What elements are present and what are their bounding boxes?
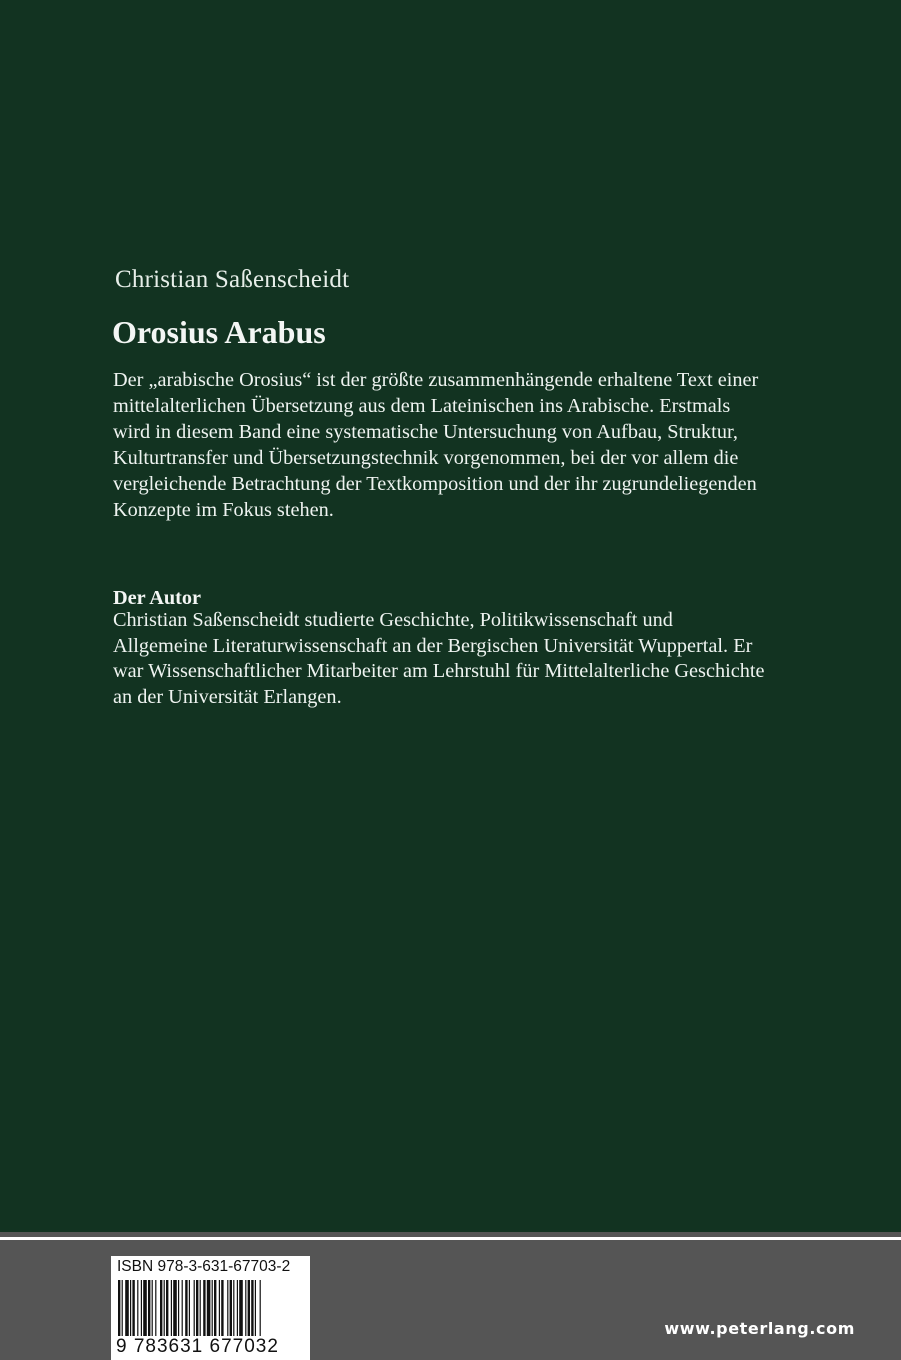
barcode-bar [160,1280,162,1336]
description-line: mittelalterlichen Übersetzung aus dem Lateinischen ins Arabische. Erstmals [113,395,731,417]
author-name: Christian Saßenscheidt [115,266,350,293]
barcode-bar [118,1280,120,1336]
barcode-bar [141,1280,142,1336]
barcode-bar [260,1280,261,1336]
barcode-bar [230,1280,232,1336]
barcode-bar [196,1280,198,1336]
barcode-bar [227,1280,228,1336]
description-line: Konzepte im Fokus stehen. [113,499,334,521]
barcode-bar [207,1280,211,1336]
book-description [113,367,843,523]
barcode-bar [245,1280,246,1336]
barcode-bar [219,1280,220,1336]
barcode-bars [118,1280,304,1336]
barcode-bar [221,1280,223,1336]
footer-divider [0,1237,901,1240]
about-line: Allgemeine Literaturwissenschaft an der Bergischen Universität Wuppertal. Er [113,634,753,657]
barcode-bar [132,1280,134,1336]
barcode-bar [171,1280,172,1336]
about-author-heading: Der Autor [113,587,202,609]
barcode-bar [239,1280,243,1336]
description-line: vergleichende Betrachtung der Textkomposition und der ihr zugrundeliegenden [113,473,757,495]
barcode-bar [212,1280,213,1336]
barcode-bar [255,1280,256,1336]
isbn-barcode [111,1256,310,1360]
about-author-text [113,608,843,710]
barcode-bar [178,1280,179,1336]
ean-digits: 9 783631 677032 [116,1336,279,1357]
isbn-label: ISBN 978-3-631-67703-2 [117,1258,291,1275]
barcode-bar [152,1280,153,1336]
barcode-bar [166,1280,168,1336]
barcode-bar [155,1280,156,1336]
description-line: wird in diesem Band eine systematische Untersuchung von Aufbau, Struktur, [113,421,738,443]
about-line: Christian Saßenscheidt studierte Geschichte, Politikwissenschaft und [113,609,673,631]
barcode-bar [143,1280,147,1336]
barcode-bar [148,1280,150,1336]
publisher-url[interactable]: www.peterlang.com [664,1319,855,1338]
description-line: Kulturtransfer und Übersetzungstechnik vorgenommen, bei der vor allem die [113,447,739,469]
barcode-bar [182,1280,183,1336]
barcode-bar [122,1280,123,1336]
barcode-bar [189,1280,190,1336]
barcode-bar [125,1280,129,1336]
barcode-bar [185,1280,187,1336]
about-line: war Wissenschaftlicher Mitarbeiter am Lehrstuhl für Mittelalterliche Geschichte [113,660,765,682]
barcode-bar [237,1280,238,1336]
description-line: Der „arabische Orosius“ ist der größte zusammenhängende erhaltene Text einer [113,369,759,391]
barcode-bar [194,1280,195,1336]
barcode-bar [164,1280,165,1336]
barcode-bar [130,1280,131,1336]
barcode-bar [137,1280,138,1336]
barcode-bar [173,1280,177,1336]
book-title: Orosius Arabus [112,314,326,350]
barcode-bar [251,1280,253,1336]
barcode-bar [200,1280,201,1336]
barcode-bar [248,1280,250,1336]
barcode-bar [214,1280,216,1336]
barcode-bar [203,1280,205,1336]
about-line: an der Universität Erlangen. [113,685,342,708]
barcode-bar [233,1280,234,1336]
